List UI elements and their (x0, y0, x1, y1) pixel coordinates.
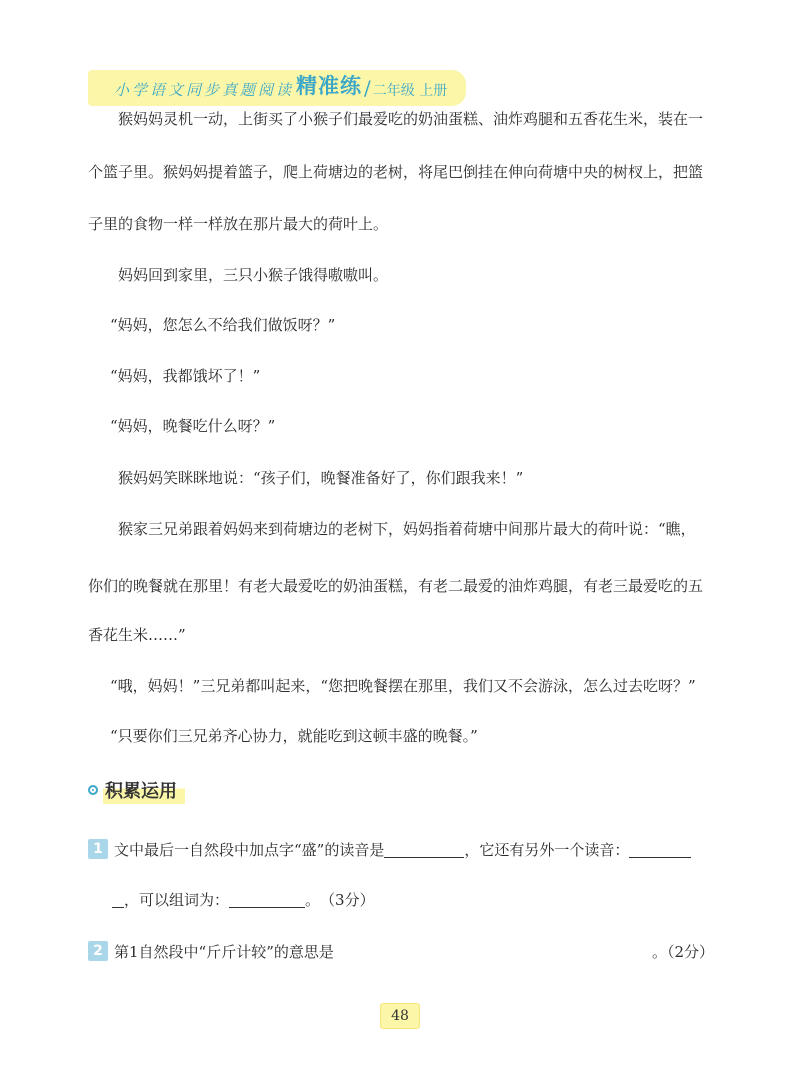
section-heading (88, 777, 185, 803)
question-number-badge: 1 (88, 839, 108, 859)
story-line: 你们的晚餐就在那里！有老大最爱吃的奶油蛋糕，有老二最爱的油炸鸡腿，有老三最爱吃的五 (88, 577, 704, 595)
brand-title: 精准练 (296, 74, 363, 98)
story-line: 个篮子里。猴妈妈提着篮子，爬上荷塘边的老树，将尾巴倒挂在伸向荷塘中央的树杈上，把篮 (88, 163, 704, 181)
question-text: 。 (652, 943, 668, 961)
answer-blank-word[interactable] (229, 891, 305, 908)
question-2-ending (652, 941, 714, 962)
story-line: 香花生米……” (88, 626, 186, 644)
question-1 (88, 838, 691, 860)
question-2 (88, 940, 334, 962)
book-header (114, 76, 447, 100)
answer-blank-other-reading[interactable] (629, 841, 691, 858)
story-line: 猴妈妈灵机一动，上街买了小猴子们最爱吃的奶油蛋糕、油炸鸡腿和五香花生米，装在一 (118, 110, 704, 128)
question-text: ，可以组词为： (124, 890, 230, 909)
header-slash: / (364, 76, 371, 100)
question-number-badge: 2 (88, 941, 108, 961)
series-title: 小学语文同步真题阅读 (114, 81, 295, 99)
story-line: “哦，妈妈！”三兄弟都叫起来，“您把晚餐摆在那里，我们又不会游泳，怎么过去吃呀？” (110, 677, 696, 695)
question-text: 。 (305, 890, 321, 909)
section-bullet-icon (88, 785, 98, 795)
question-text: ，它还有另外一个读音： (464, 840, 630, 859)
grade-label: 二年级 上册 (372, 83, 448, 99)
question-text: 第1自然段中“斤斤计较”的意思是 (114, 942, 334, 961)
story-line: “妈妈，您怎么不给我们做饭呀？” (110, 316, 336, 334)
question-score: （2分） (667, 943, 715, 961)
story-line: 猴妈妈笑眯眯地说：“孩子们，晚餐准备好了，你们跟我来！” (118, 469, 524, 487)
story-line: 猴家三兄弟跟着妈妈来到荷塘边的老树下，妈妈指着荷塘中间那片最大的荷叶说：“瞧， (118, 520, 696, 538)
story-line: 妈妈回到家里，三只小猴子饿得嗷嗷叫。 (118, 266, 389, 284)
story-line: 子里的食物一样一样放在那片最大的荷叶上。 (88, 215, 389, 233)
story-line: “只要你们三兄弟齐心协力，就能吃到这顿丰盛的晚餐。” (110, 727, 478, 745)
answer-blank-other-reading-cont[interactable] (112, 891, 124, 908)
section-title: 积累运用 (103, 776, 185, 804)
question-1-continued (112, 888, 375, 910)
question-text: 文中最后一自然段中加点字“盛”的读音是 (114, 840, 385, 859)
page-number: 48 (380, 1003, 420, 1029)
story-line: “妈妈，我都饿坏了！” (110, 367, 261, 385)
answer-blank-pinyin[interactable] (384, 841, 464, 858)
story-line: “妈妈，晚餐吃什么呀？” (110, 417, 276, 435)
question-score: （3分） (320, 890, 375, 909)
